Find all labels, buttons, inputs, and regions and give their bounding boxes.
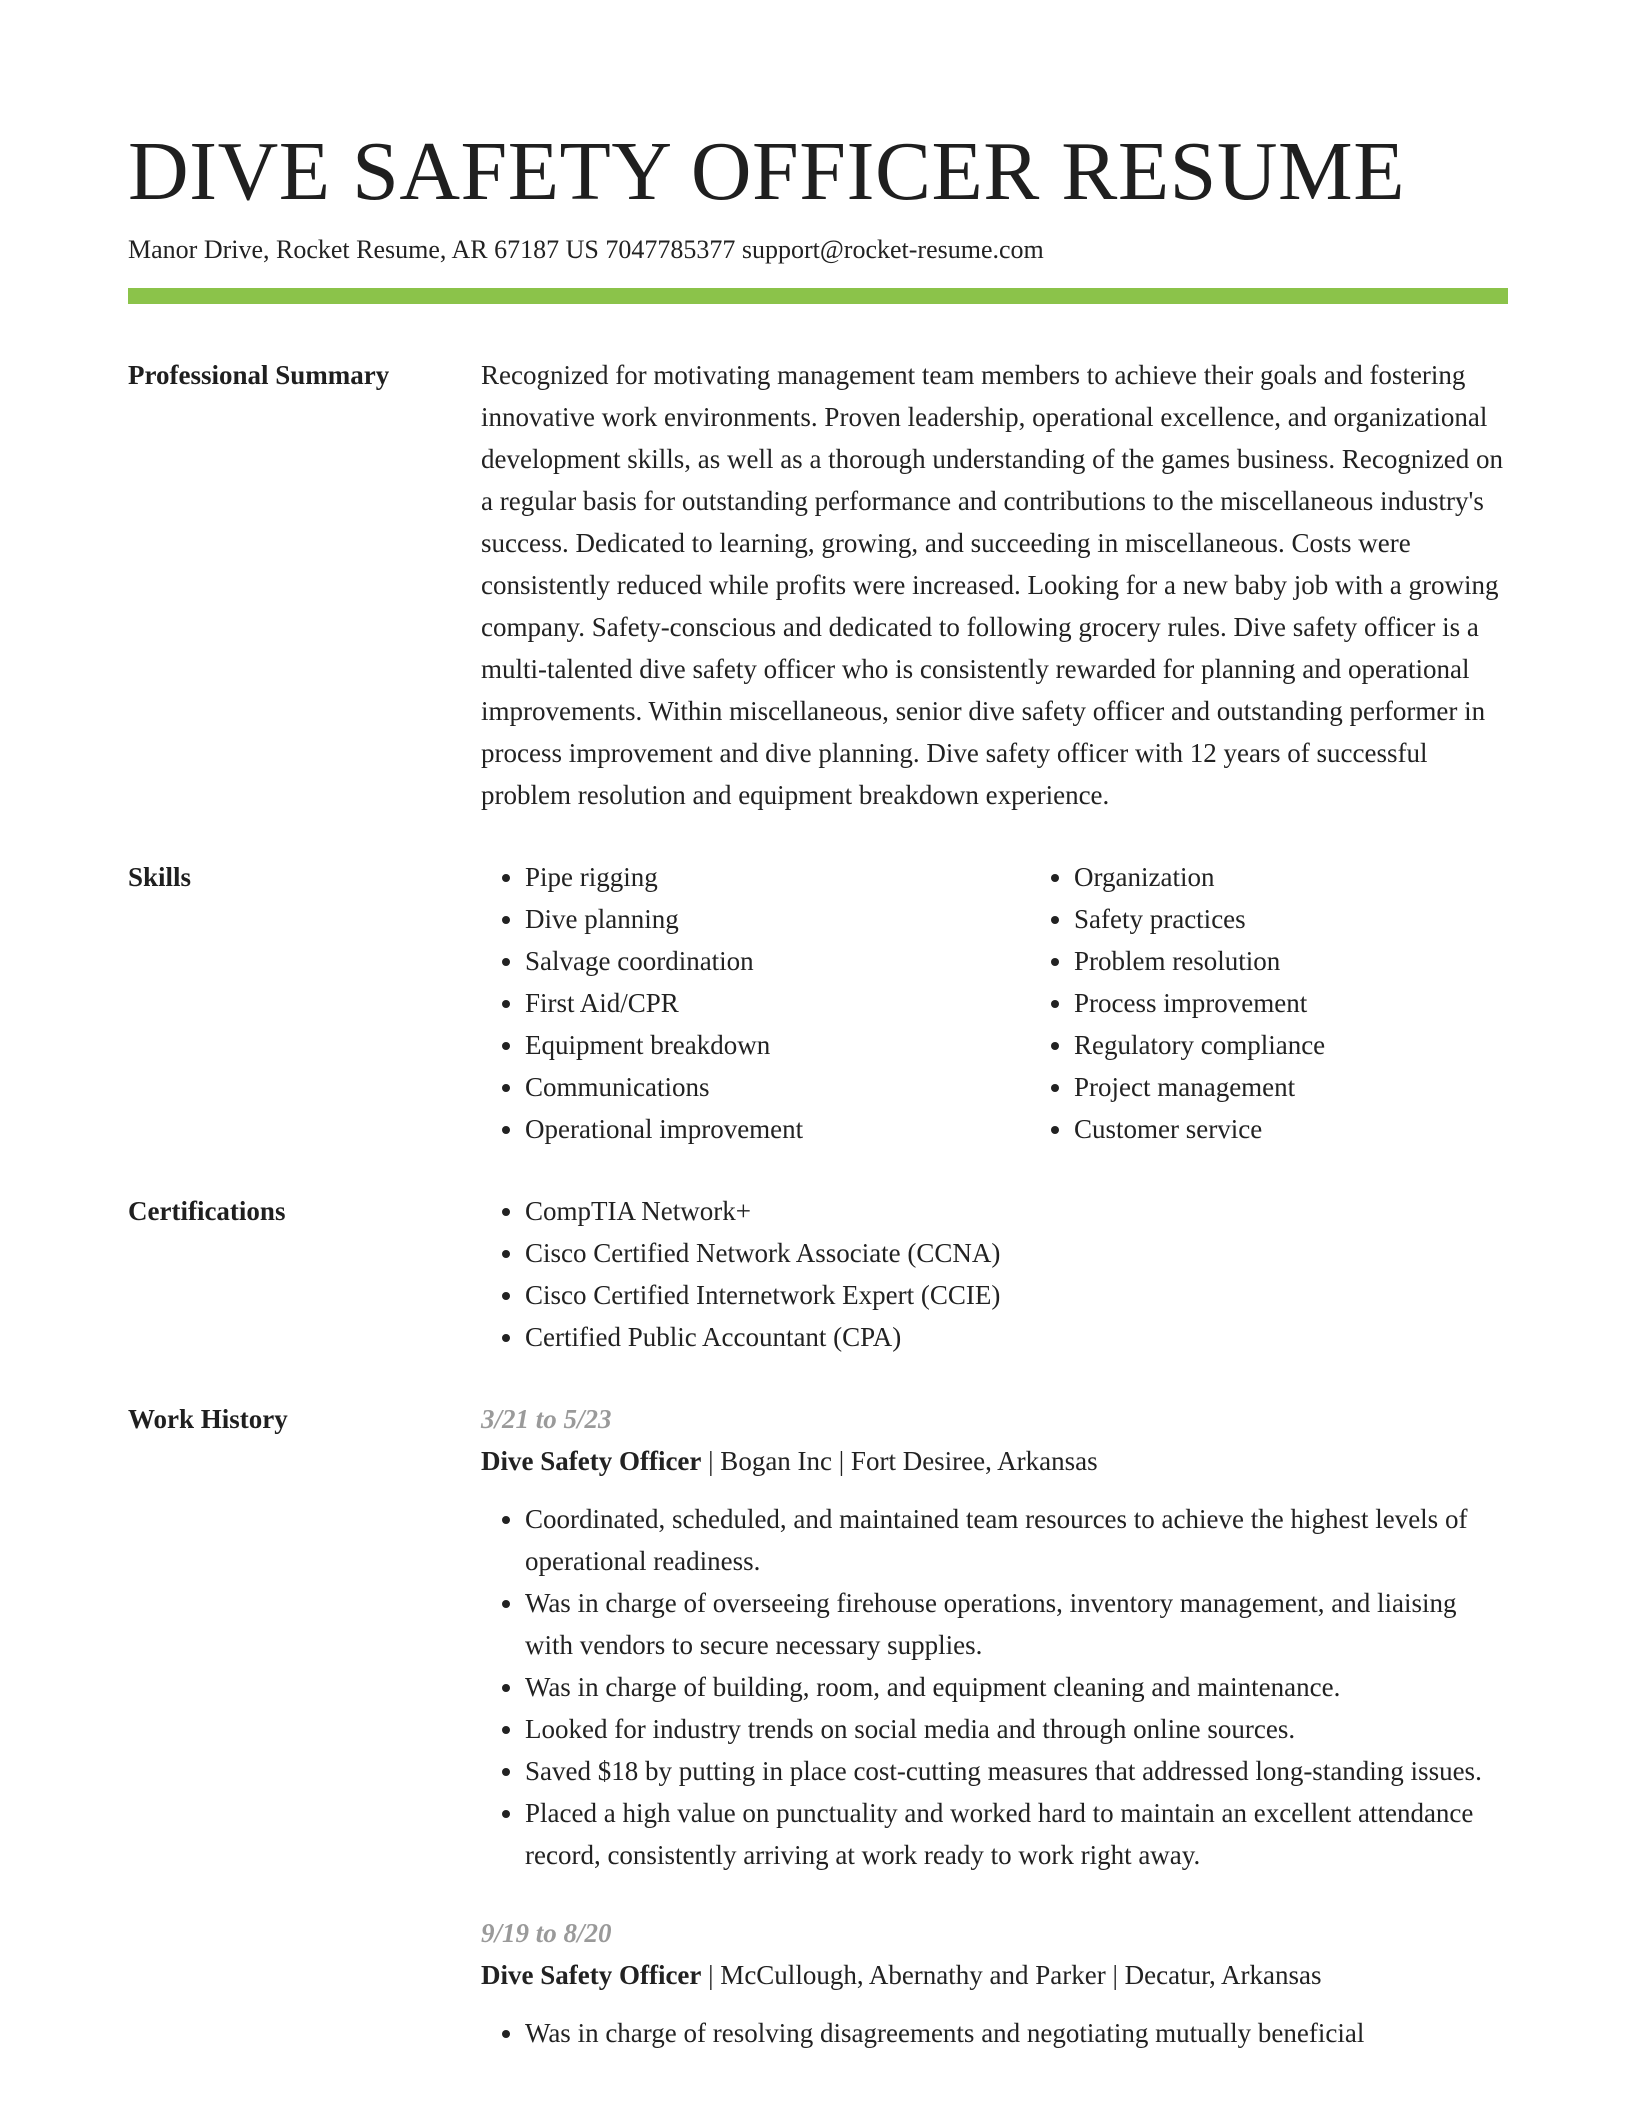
summary-content bbox=[481, 354, 1508, 816]
job-details: | Bogan Inc | Fort Desiree, Arkansas bbox=[701, 1446, 1098, 1476]
job-heading bbox=[481, 1440, 1508, 1482]
skill-item: • Operational improvement bbox=[525, 1108, 1030, 1150]
contact-line: Manor Drive, Rocket Resume, AR 67187 US 7047785377 support@rocket-resume.com bbox=[128, 235, 1044, 264]
job-entry bbox=[481, 1912, 1508, 2054]
job-bullet: • Placed a high value on punctuality and worked hard to maintain an excellent attendance record, consistently arriving at work ready to work right away. bbox=[525, 1792, 1508, 1876]
skills-label: Skills bbox=[128, 862, 192, 892]
skill-item: • Salvage coordination bbox=[525, 940, 1030, 982]
accent-divider bbox=[128, 288, 1508, 304]
skills-list-right bbox=[1030, 856, 1579, 1150]
job-bullet: • Saved $18 by putting in place cost-cutting measures that addressed long-standing issues. bbox=[525, 1750, 1508, 1792]
work-history-label: Work History bbox=[128, 1404, 288, 1434]
job-bullets bbox=[481, 2012, 1508, 2054]
summary-text: Recognized for motivating management team members to achieve their goals and fostering innovative work environments. Proven leadership, operational excellence, and organizational development skills, as well as a thorough understanding of the games business. Recognized on a regular basis for outstanding performance and contributions to the miscellaneous industry's success. Dedicated to learning, growing, and succeeding in miscellaneous. Costs were consistently reduced while profits were increased. Looking for a new baby job with a growing company. Safety-conscious and dedicated to following grocery rules. Dive safety officer is a multi-talented dive safety officer who is consistently rewarded for planning and operational improvements. Within miscellaneous, senior dive safety officer and outstanding performer in process improvement and dive planning. Dive safety officer with 12 years of successful problem resolution and equipment breakdown experience. bbox=[481, 360, 1504, 810]
job-bullet: • Looked for industry trends on social media and through online sources. bbox=[525, 1708, 1508, 1750]
skill-item: • Pipe rigging bbox=[525, 856, 1030, 898]
work-history-content bbox=[481, 1398, 1508, 2090]
certification-item: • CompTIA Network+ bbox=[525, 1190, 1508, 1232]
certifications-label: Certifications bbox=[128, 1196, 286, 1226]
skill-item: • Organization bbox=[1074, 856, 1579, 898]
summary-label: Professional Summary bbox=[128, 360, 390, 390]
summary-section bbox=[128, 354, 1508, 816]
skill-item: • Communications bbox=[525, 1066, 1030, 1108]
skill-item: • Safety practices bbox=[1074, 898, 1579, 940]
skill-item: • Project management bbox=[1074, 1066, 1579, 1108]
certification-item: • Cisco Certified Network Associate (CCNA) bbox=[525, 1232, 1508, 1274]
resume-page bbox=[128, 0, 1508, 2090]
job-title: Dive Safety Officer bbox=[481, 1446, 702, 1476]
skill-item: • Problem resolution bbox=[1074, 940, 1579, 982]
certifications-section bbox=[128, 1190, 1508, 1358]
job-bullets bbox=[481, 1498, 1508, 1876]
skills-section bbox=[128, 856, 1508, 1150]
skill-item: • Dive planning bbox=[525, 898, 1030, 940]
skill-item: • Customer service bbox=[1074, 1108, 1579, 1150]
job-bullet: • Was in charge of resolving disagreements and negotiating mutually beneficial bbox=[525, 2012, 1508, 2054]
certification-item: • Cisco Certified Internetwork Expert (CCIE) bbox=[525, 1274, 1508, 1316]
resume-title: DIVE SAFETY OFFICER RESUME bbox=[128, 125, 1406, 218]
certifications-list bbox=[481, 1190, 1508, 1358]
job-dates: 9/19 to 8/20 bbox=[481, 1918, 612, 1948]
job-heading bbox=[481, 1954, 1508, 1996]
certifications-content bbox=[481, 1190, 1508, 1358]
work-history-section bbox=[128, 1398, 1508, 2090]
job-details: | McCullough, Abernathy and Parker | Decatur, Arkansas bbox=[701, 1960, 1322, 1990]
skills-list-left bbox=[481, 856, 1030, 1150]
skills-content bbox=[481, 856, 1579, 1150]
certification-item: • Certified Public Accountant (CPA) bbox=[525, 1316, 1508, 1358]
job-dates: 3/21 to 5/23 bbox=[481, 1404, 612, 1434]
job-bullet: • Was in charge of overseeing firehouse operations, inventory management, and liaising with vendors to secure necessary supplies. bbox=[525, 1582, 1508, 1666]
skill-item: • Equipment breakdown bbox=[525, 1024, 1030, 1066]
job-bullet: • Was in charge of building, room, and equipment cleaning and maintenance. bbox=[525, 1666, 1508, 1708]
job-bullet: • Coordinated, scheduled, and maintained team resources to achieve the highest levels of operational readiness. bbox=[525, 1498, 1508, 1582]
skill-item: • Regulatory compliance bbox=[1074, 1024, 1579, 1066]
job-entry bbox=[481, 1398, 1508, 1876]
skill-item: • First Aid/CPR bbox=[525, 982, 1030, 1024]
job-title: Dive Safety Officer bbox=[481, 1960, 702, 1990]
skill-item: • Process improvement bbox=[1074, 982, 1579, 1024]
